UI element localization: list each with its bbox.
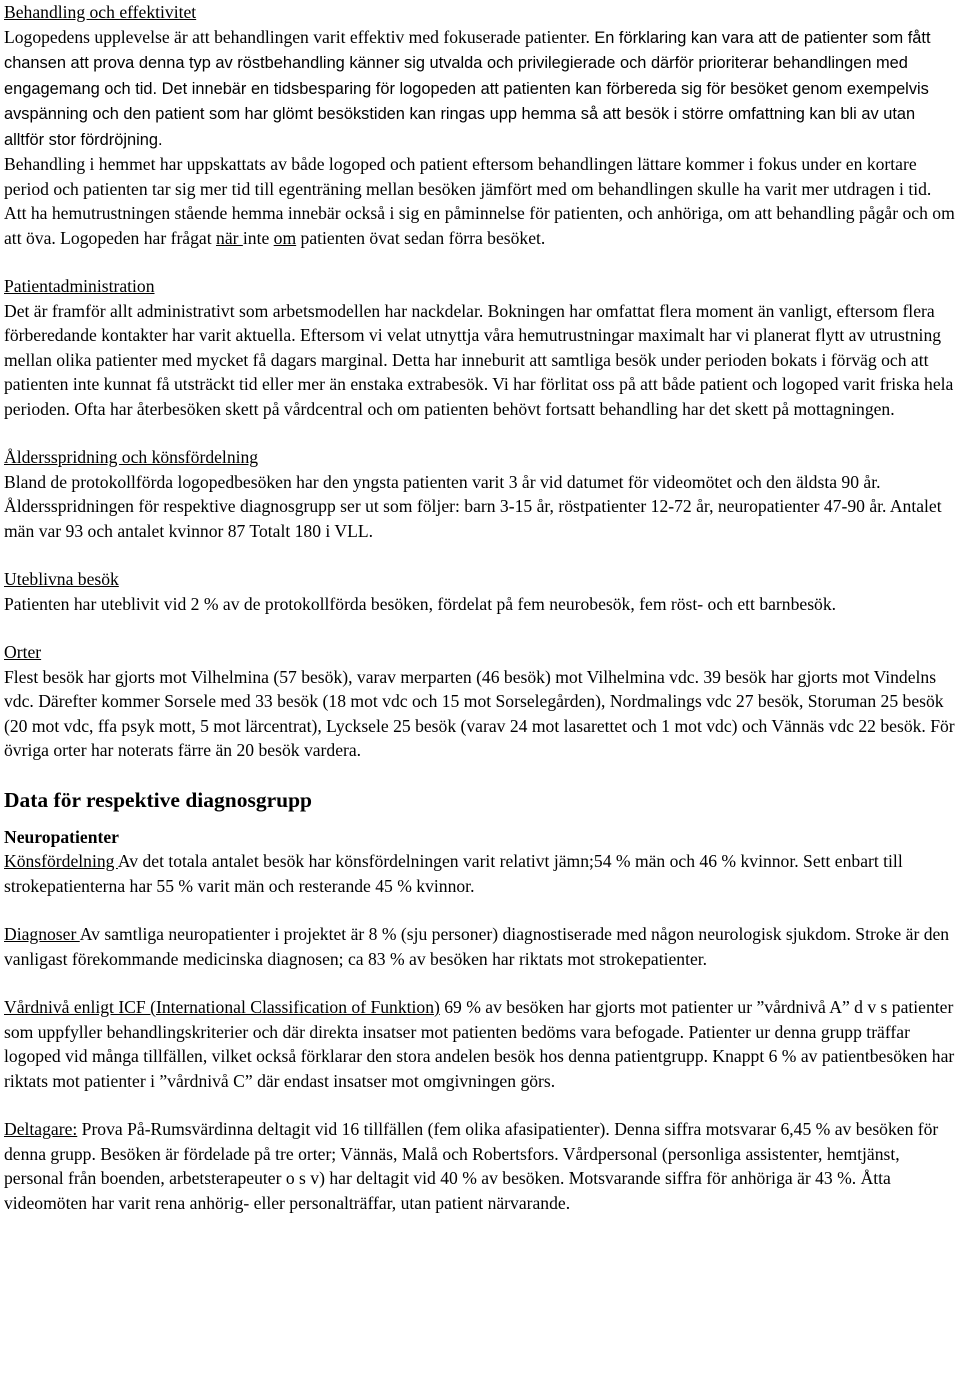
heading-uteblivna: Uteblivna besök [4,569,119,589]
paragraph-behandling-1a: Logopedens upplevelse är att behandlingen varit effektiv med fokuserade patienter. [4,26,595,47]
heading-aldersspridning: Åldersspridning och könsfördelning [4,447,259,467]
paragraph-vardniva [4,995,956,1093]
heading-data-diagnosgrupp: Data för respektive diagnosgrupp [4,787,312,812]
text-konsfordelning: Av det totala antalet besök har könsfördelningen varit relativt jämn;54 % män och 46 % kvinnor. Sett enbart till strokepatienterna har 55 % varit män och resterande 45 % kvinnor. [4,851,903,896]
underlined-nar: när [216,227,243,248]
heading-orter: Orter [4,642,42,662]
paragraph-deltagare [4,1117,956,1215]
spacer [4,421,956,445]
paragraph-uteblivna: Patienten har uteblivit vid 2 % av de protokollförda besöken, fördelat på fem neurobesök, fem röst- och ett barnbesök. [4,593,837,614]
paragraph-behandling-1 [4,25,956,153]
paragraph-aldersspridning: Bland de protokollförda logopedbesöken har den yngsta patienten varit 3 år vid datumet för videomötet och den äldsta 90 år. Åldersspridningen för respektive diagnosgrupp ser ut som följer: barn 3-15 år, röstpatienter 12-72 år, neuropatienter 47-90 år. Antalet män var 93 och antalet kvinnor 87 Totalt 180 i VLL. [4,471,942,541]
spacer [4,763,956,775]
label-vardniva: Vårdnivå enligt ICF (International Classification of Funktion) [4,997,440,1017]
spacer [4,1093,956,1117]
label-diagnoser: Diagnoser [4,924,80,944]
paragraph-behandling-2 [4,152,956,250]
paragraph-behandling-1b: En förklaring kan vara att de patienter som fått chansen att prova denna typ av röstbehandling känner sig utvalda och privilegierade och därför prioriterar behandlingen med engagemang och tid. Det innebär en tidsbesparing för logopeden att patienten kan förbereda sig för besöket genom exempelvis avspänning och den patient som har glömt besökstiden kan ringas upp hemma så att besök i större omfattning kan bli av utan alltför stor fördröjning. [4,28,931,149]
spacer [4,616,956,640]
spacer [4,543,956,567]
spacer [4,250,956,274]
underlined-om: om [273,227,297,248]
paragraph-orter: Flest besök har gjorts mot Vilhelmina (57 besök), varav merparten (46 besök) mot Vilhelmina vdc. 39 besök har gjorts mot Vindelns vdc. Därefter kommer Sorsele med 33 besök (18 mot vdc och 15 mot Sorselegården), Nordmalings vdc 27 besök, Storuman 25 besök (20 mot vdc, ffa psyk mott, 5 mot lärcentrat), Lycksele 25 besök (varav 24 mot lasarettet och 1 mot vdc) och Vännäs vdc 22 besök. För övriga orter har noterats färre än 20 besök vardera. [4,666,955,760]
label-konsfordelning: Könsfördelning [4,851,118,871]
heading-patientadministration: Patientadministration [4,276,155,296]
heading-behandling: Behandling och effektivitet [4,2,197,22]
paragraph-behandling-2a: Behandling i hemmet har uppskattats av både logoped och patient eftersom behandlingen lättare kommer i fokus under en kortare period och patienten tar sig mer tid till egenträning mellan besöken jämfört med om behandlingen skulle ha varit mer utdragen i tid. Att ha hemutrustningen stående hemma innebär också i sig en påminnelse för patienten, och anhöriga, om att behandling pågår och om att öva. Logopeden har frågat [4,154,955,248]
label-deltagare: Deltagare: [4,1119,78,1139]
paragraph-behandling-2-mid: inte [242,227,274,248]
paragraph-behandling-2-end: patienten övat sedan förra besöket. [296,227,546,248]
text-diagnoser: Av samtliga neuropatienter i projektet är 8 % (sju personer) diagnostiserade med någon neurologisk sjukdom. Stroke är den vanligast förekommande medicinska diagnosen; ca 83 % av besöken har riktats mot strokepatienter. [4,924,950,969]
spacer [4,971,956,995]
heading-neuropatienter: Neuropatienter [4,826,119,847]
paragraph-konsfordelning [4,849,956,898]
spacer [4,898,956,922]
paragraph-patientadministration: Det är framför allt administrativt som arbetsmodellen har nackdelar. Bokningen har omfattat flera moment än vanligt, eftersom flera förberedande kontakter har varit aktuella. Eftersom vi velat utnyttja våra hemutrustningar maximalt har vi planerat flytt av utrustning mellan olika patienter med mycket få dagars marginal. Detta har inneburit att samtliga besök under perioden bokats i förväg och att patienten inte kunnat få utsträckt tid eller mer än enstaka extrabesök. Vi har förlitat oss på att både patient och logoped varit friska hela perioden. Ofta har återbesöken skett på vårdcentral och om patienten behövt fortsatt behandling har det skett på mottagningen. [4,300,954,419]
paragraph-diagnoser [4,922,956,971]
text-vardniva: 69 % av besöken har gjorts mot patienter ur ”vårdnivå A” d v s patienter som uppfyller behandlingskriterier och där direkta insatser mot patienten bedöms vara befogade. Patienter ur denna grupp träffar logoped vid många tillfällen, vilket också förklarar den stora andelen besök hos denna patientgrupp. Knappt 6 % av patientbesöken har riktats mot patienter i ”vårdnivå C” där endast insatser mot omgivningen görs. [4,997,955,1091]
text-deltagare: Prova På-Rumsvärdinna deltagit vid 16 tillfällen (fem olika afasipatienter). Denna siffra motsvarar 6,45 % av besöken för denna grupp. Besöken är fördelade på tre orter; Vännäs, Malå och Robertsfors. Vårdpersonal (personliga assistenter, hemtjänst, personal från boenden, arbetsterapeuter o s v) har deltagit vid 40 % av besöken. Motsvarande siffra för anhöriga är 43 %. Åtta videomöten har varit rena anhörig- eller personalträffar, utan patient närvarande. [4,1119,939,1213]
